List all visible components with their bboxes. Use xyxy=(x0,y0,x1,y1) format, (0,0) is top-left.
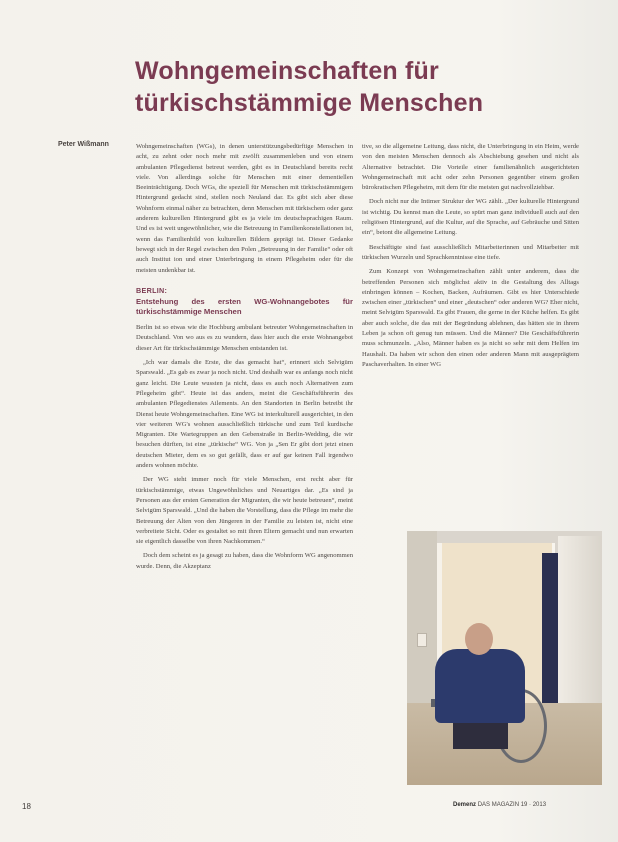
body-paragraph: Doch dem scheint es ja gesagt zu haben, dass die Wohnform WG angenommen wurde. Denn, die Akzeptanz xyxy=(136,552,353,570)
page-number: 18 xyxy=(22,802,31,811)
article-column-right xyxy=(362,142,579,394)
body-paragraph: Der WG steht immer noch für viele Menschen, erst recht aber für türkischstämmige, etwas Ungewöhnliches und Neuartiges dar. „Es sind ja Personen aus der ersten Generation der Migranten, die wir heute betreuen“, meint Selvigüm Sparswald. „Und die haben die Vorstellung, dass die Pflege im mehr die Betreuung der Alten von den Jüngeren in der Familie zu leisten ist, nicht eine verbreitete Sicht. Oder es gestaltet so mit ihren Eltern gemacht und nun erwarten sie eigentlich dasselbe von ihren Nachkommen.“ xyxy=(136,476,353,546)
section-heading: Entstehung des ersten WG-Wohnangebotes für türkischstämmige Menschen xyxy=(136,297,353,316)
body-paragraph: Beschäftigte sind fast ausschließlich Mitarbeiterinnen und Mitarbeiter mit türkischen Wurzeln und Sprachkenntnisse eine tiefe. xyxy=(362,243,579,261)
body-paragraph: tive, so die allgemeine Leitung, dass nicht, die Unterbringung in ein Heim, werde von den meisten Menschen dennoch als Abschiebung gesehen und nicht als Alternative betrachtet. Die Vorteile einer familienähnlich ausgerichteten Wohngemeinschaft mit acht oder zehn Personen gegenüber einem großen bürokratischen Pflegeheim, mit dem für die meisten gut nachvollziehbar. xyxy=(362,143,579,192)
article-column-left xyxy=(136,142,353,807)
photo-wall xyxy=(407,531,437,721)
article-title-line-2: türkischstämmige Menschen xyxy=(135,89,484,117)
magazine-subtitle: DAS MAGAZIN xyxy=(477,802,520,808)
body-paragraph: Doch nicht nur die Intimer Struktur der WG zählt. „Der kulturelle Hintergrund ist wichtig. Du kennst man die Leute, so spürt man ganz individuell auch auf den religiösen Hintergrund, auf die Kultur, auf die Sprache, auf Gebräuche und Sitten ein“, betont die allgemeine Leitung. xyxy=(362,198,579,237)
section-kicker: BERLIN: xyxy=(136,285,168,295)
article-title-line-1: Wohngemeinschaften für xyxy=(135,57,439,85)
author-name: Peter Wißmann xyxy=(58,141,109,148)
body-paragraph: Berlin ist so etwas wie die Hochburg ambulant betreuter Wohngemeinschaften in Deutschland. Von wo aus es zu wundern, dass hier auch die erste Wohnangebot dieser Art für türkischstämmige Menschen entstanden ist. xyxy=(136,324,353,352)
article-title xyxy=(135,55,575,119)
photo-person-head xyxy=(465,623,493,655)
photo-person-body xyxy=(435,649,525,723)
magazine-issue: 19 · 2013 xyxy=(520,802,547,808)
body-paragraph: „Ich war damals die Erste, die das gemacht hat“, erinnert sich Selvigüm Sparswald. „Es gab es zwar ja noch nicht. Und deshalb war es anfangs noch nicht ganz leicht. Die Leute wussten ja nicht, dass es auch noch Alternativen zum Pflegeheim gibt“. Heute ist das anders, meint die Geschäftsführerin des ambulanten Pflegedienstes Ailements. An den Standorten in Berlin betreibt ihr Dienst heute Wohngemeinschaften. Eine WG ist interkulturell ausgerichtet, in den vier weiteren WG's wohnen ausschließlich türkische und zum Teil kurdische Migranten. Die Wartegruppen an den Gebenstraße in Berlin-Wedding, die wir besuchen dürften, ist eine „türkische“ WG. Von ja „Sen Er gibt dort jetzt einen deutschen Mieter, dem es so gut gefällt, dass er auf gar keinen Fall irgendwo anders wohnen möchte. xyxy=(136,359,353,470)
body-paragraph: Wohngemeinschaften (WGs), in denen unterstützungsbedürftige Menschen in acht, zu zehnt oder noch mehr mit zwölft zusammenleben und von einem ambulanten Pflegedienst betreut werden, gibt es in Deutschland bereits recht viele. Von allerdings solche für Menschen mit einer dementiellen Beeinträchtigung. Doch WGs, die speziell für Menschen mit türkischstämmigem Hintergrund gedacht sind, stellen noch Neuland dar. Es gibt sich aber diese Wohnform einmal näher zu betrachten, denn Menschen mit türkischem oder ganz anderem kulturellen Hintergrund gibt es ja viele im deutschsprachigen Raum. Und es ist weit ungewöhnlicher, wie die Betreuung in Familienkonstellationen ist, wenn das Familienbild von kulturellen Bildern geprägt ist. Dieser Gedanke bewegt sich in der Regel zwischen den Polen „Betreuung in der Familie“ oder oft auch Institut ion und einer Unterbringung in einem Pflegeheim oder für die meisten undenkbar ist. xyxy=(136,143,353,274)
article-photo xyxy=(407,531,602,785)
body-paragraph: Zum Konzept von Wohngemeinschaften zählt unter anderem, dass die betreffenden Personen sich möglichst aktiv in die Gestaltung des Alltags einbringen können – Kochen, Backen, Aufräumen. Gibt es hier Unterschiede zwischen einer „türkischen“ und einer „deutschen“ oder anderen WG? Eher nicht, meint Selvigüm Sparswald. Es gibt Frauen, die gerne in der Küche helfen. Es gibt aber auch solche, die das mit der Begründung ablehnen, das hätten sie in ihrem Leben ja schon oft genug tun müssen. Und die Männer? Die Geschäftsführerin muss schmunzeln. „Also, Männer haben es ja nicht so sehr mit dem Helfen im Haushalt. Da haben wir schon den einen oder anderen Mann mit ausgeprägtem Paschaverhalten. In einer WG xyxy=(362,268,579,368)
magazine-brand: Demenz xyxy=(453,802,477,808)
magazine-footer xyxy=(453,802,546,808)
photo-light-switch xyxy=(417,633,427,647)
